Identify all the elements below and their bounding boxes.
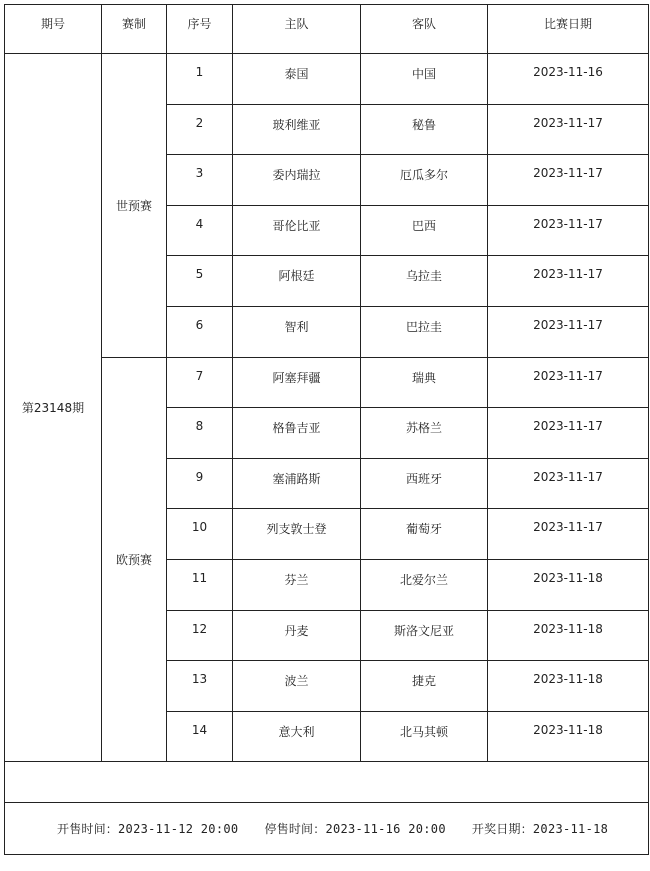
header-away-team: 客队 xyxy=(361,5,488,54)
competition-cell: 世预赛 xyxy=(102,54,167,358)
period-cell: 第23148期 xyxy=(5,54,102,762)
match-date-cell: 2023-11-16 xyxy=(488,54,649,105)
away-team-cell: 巴西 xyxy=(361,205,488,256)
table-row xyxy=(5,54,649,105)
draw-date xyxy=(472,820,608,837)
index-cell: 9 xyxy=(167,458,233,509)
blank-cell xyxy=(5,762,649,803)
blank-row xyxy=(5,762,649,803)
table-row xyxy=(5,357,649,408)
home-team-cell: 阿塞拜疆 xyxy=(233,357,361,408)
sale-stop xyxy=(264,820,445,837)
home-team-cell: 阿根廷 xyxy=(233,256,361,307)
away-team-cell: 北爱尔兰 xyxy=(361,559,488,610)
index-cell: 4 xyxy=(167,205,233,256)
away-team-cell: 瑞典 xyxy=(361,357,488,408)
match-date-cell: 2023-11-18 xyxy=(488,610,649,661)
away-team-cell: 秘鲁 xyxy=(361,104,488,155)
match-date-cell: 2023-11-17 xyxy=(488,155,649,206)
away-team-cell: 葡萄牙 xyxy=(361,509,488,560)
footer-cell xyxy=(5,803,649,855)
home-team-cell: 列支敦士登 xyxy=(233,509,361,560)
sale-start-label: 开售时间： xyxy=(57,822,119,837)
draw-date-label: 开奖日期： xyxy=(471,822,533,837)
match-date-cell: 2023-11-17 xyxy=(488,306,649,357)
away-team-cell: 捷克 xyxy=(361,661,488,712)
match-date-cell: 2023-11-18 xyxy=(488,559,649,610)
home-team-cell: 芬兰 xyxy=(233,559,361,610)
away-team-cell: 北马其顿 xyxy=(361,711,488,762)
away-team-cell: 斯洛文尼亚 xyxy=(361,610,488,661)
sale-stop-value: 2023-11-16 20:00 xyxy=(325,822,446,837)
home-team-cell: 委内瑞拉 xyxy=(233,155,361,206)
home-team-cell: 格鲁吉亚 xyxy=(233,408,361,459)
away-team-cell: 中国 xyxy=(361,54,488,105)
match-date-cell: 2023-11-17 xyxy=(488,357,649,408)
home-team-cell: 塞浦路斯 xyxy=(233,458,361,509)
index-cell: 12 xyxy=(167,610,233,661)
index-cell: 7 xyxy=(167,357,233,408)
match-date-cell: 2023-11-17 xyxy=(488,408,649,459)
draw-date-value: 2023-11-18 xyxy=(532,822,609,837)
away-team-cell: 巴拉圭 xyxy=(361,306,488,357)
header-index: 序号 xyxy=(167,5,233,54)
sale-start-value: 2023-11-12 20:00 xyxy=(118,822,239,837)
header-competition: 赛制 xyxy=(102,5,167,54)
away-team-cell: 苏格兰 xyxy=(361,408,488,459)
away-team-cell: 厄瓜多尔 xyxy=(361,155,488,206)
index-cell: 6 xyxy=(167,306,233,357)
away-team-cell: 西班牙 xyxy=(361,458,488,509)
sale-stop-label: 停售时间： xyxy=(264,822,326,837)
footer-row xyxy=(5,803,649,855)
match-date-cell: 2023-11-17 xyxy=(488,104,649,155)
match-date-cell: 2023-11-18 xyxy=(488,711,649,762)
sale-start xyxy=(57,820,238,837)
index-cell: 2 xyxy=(167,104,233,155)
match-date-cell: 2023-11-17 xyxy=(488,458,649,509)
home-team-cell: 意大利 xyxy=(233,711,361,762)
match-date-cell: 2023-11-17 xyxy=(488,509,649,560)
home-team-cell: 哥伦比亚 xyxy=(233,205,361,256)
match-date-cell: 2023-11-17 xyxy=(488,205,649,256)
away-team-cell: 乌拉圭 xyxy=(361,256,488,307)
index-cell: 1 xyxy=(167,54,233,105)
home-team-cell: 玻利维亚 xyxy=(233,104,361,155)
match-date-cell: 2023-11-18 xyxy=(488,661,649,712)
index-cell: 10 xyxy=(167,509,233,560)
index-cell: 5 xyxy=(167,256,233,307)
home-team-cell: 波兰 xyxy=(233,661,361,712)
header-home-team: 主队 xyxy=(233,5,361,54)
home-team-cell: 丹麦 xyxy=(233,610,361,661)
match-body xyxy=(5,54,649,762)
home-team-cell: 智利 xyxy=(233,306,361,357)
match-date-cell: 2023-11-17 xyxy=(488,256,649,307)
index-cell: 13 xyxy=(167,661,233,712)
header-row xyxy=(5,5,649,54)
match-schedule-table xyxy=(4,4,649,855)
home-team-cell: 泰国 xyxy=(233,54,361,105)
competition-cell: 欧预赛 xyxy=(102,357,167,762)
index-cell: 14 xyxy=(167,711,233,762)
index-cell: 11 xyxy=(167,559,233,610)
header-period: 期号 xyxy=(5,5,102,54)
header-match-date: 比赛日期 xyxy=(488,5,649,54)
index-cell: 3 xyxy=(167,155,233,206)
index-cell: 8 xyxy=(167,408,233,459)
